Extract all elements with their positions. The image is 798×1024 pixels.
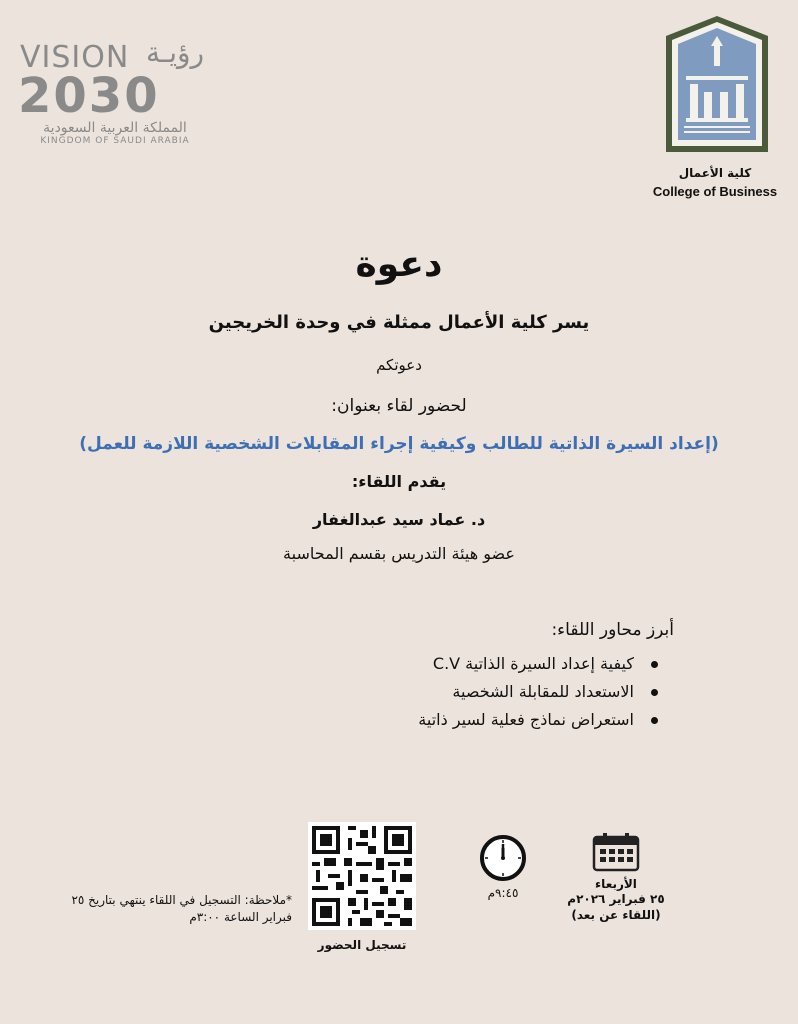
college-name-en: College of Business bbox=[652, 184, 778, 199]
topics-heading: أبرز محاور اللقاء: bbox=[551, 620, 674, 640]
invitation-title: دعوة bbox=[355, 244, 443, 285]
topic-text: كيفية إعداد السيرة الذاتية C.V bbox=[432, 654, 634, 673]
list-item bbox=[418, 650, 658, 678]
event-mode: (اللقاء عن بعد) bbox=[571, 908, 661, 922]
vision-2030-logo bbox=[14, 36, 214, 146]
vision-country-en: KINGDOM OF SAUDI ARABIA bbox=[40, 136, 190, 146]
vision-country-ar: المملكة العربية السعودية bbox=[43, 120, 187, 136]
qr-code[interactable] bbox=[308, 822, 416, 930]
event-day: الأربعاء bbox=[595, 877, 637, 891]
list-item bbox=[418, 678, 658, 706]
topic-text: الاستعداد للمقابلة الشخصية bbox=[452, 682, 634, 701]
calendar-icon bbox=[592, 832, 640, 872]
presenter-label: يقدم اللقاء: bbox=[351, 472, 447, 491]
university-emblem-icon bbox=[664, 14, 770, 154]
host-line: يسر كلية الأعمال ممثلة في وحدة الخريجين bbox=[208, 312, 590, 333]
vision-arabic: رؤيـة bbox=[146, 36, 205, 69]
event-time: ٩:٤٥م bbox=[487, 886, 519, 900]
bullet-icon bbox=[651, 689, 658, 696]
topic-text: استعراض نماذج فعلية لسير ذاتية bbox=[418, 710, 634, 729]
bullet-icon bbox=[651, 717, 658, 724]
bullet-icon bbox=[651, 661, 658, 668]
event-date: ٢٥ فبراير ٢٠٢٦م bbox=[567, 892, 665, 906]
clock-icon bbox=[479, 834, 527, 882]
session-topic-title: (إعداد السيرة الذاتية للطالب وكيفية إجراء المقابلات الشخصية اللازمة للعمل) bbox=[79, 434, 719, 454]
registration-note: *ملاحظة: التسجيل في اللقاء ينتهي بتاريخ ٢٥ فبراير الساعة ٣:٠٠م bbox=[71, 893, 292, 924]
vision-word: VISION bbox=[20, 40, 130, 75]
attend-line: لحضور لقاء بعنوان: bbox=[331, 396, 467, 416]
university-logo bbox=[664, 14, 770, 154]
presenter-name: د. عماد سيد عبدالغفار bbox=[312, 510, 486, 529]
college-name-ar: كلية الأعمال bbox=[678, 166, 752, 180]
vision-year: 2030 bbox=[18, 68, 160, 124]
invite-line: دعوتكم bbox=[376, 356, 422, 374]
presenter-role: عضو هيئة التدريس بقسم المحاسبة bbox=[283, 544, 515, 563]
topics-list bbox=[418, 650, 658, 734]
qr-label: تسجيل الحضور bbox=[317, 938, 407, 952]
list-item bbox=[418, 706, 658, 734]
